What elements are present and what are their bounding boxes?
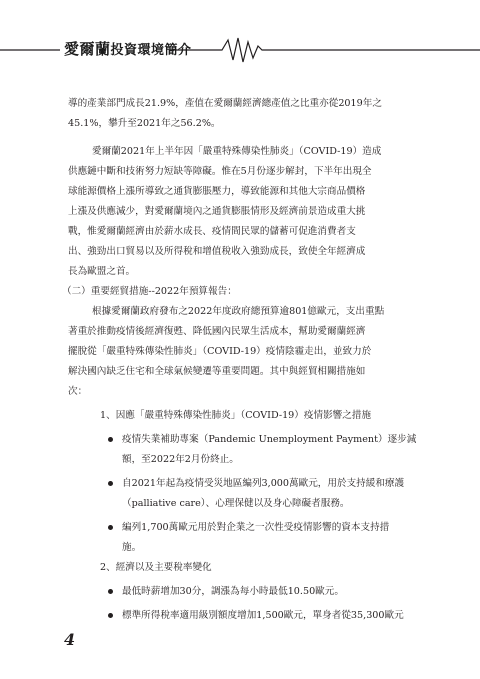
p3-line-2: 擺脫從「嚴重特殊傳染性肺炎」（COVID-19）疫情陰霾走出，並致力於 [68, 346, 372, 357]
bullet-1-1-cont: 額，至2022年2月份終止。 [122, 454, 239, 465]
p2-line-5: 出、強勁出口貿易以及所得稅和增值稅收入強勁成長，致使全年經濟成 [68, 246, 366, 257]
section-title: （二）重要經貿措施--2022年預算報告： [62, 286, 237, 297]
bullet-dot-icon [108, 613, 113, 618]
p2-line-6: 長為歐盟之首。 [68, 266, 136, 277]
header-title-main: 愛爾蘭 [64, 40, 111, 58]
header-title [64, 38, 192, 59]
page-number: 4 [64, 630, 76, 649]
bullet-2-2: 標準所得稅率適用級別額度增加1,500歐元，單身者從35,300歐元 [68, 606, 434, 626]
p2-line-0: 愛爾蘭2021年上半年因「嚴重特殊傳染性肺炎」（COVID-19）造成 [92, 146, 382, 157]
p3-line-4: 次： [68, 386, 88, 397]
bullet-2-1: 最低時薪增加30分，調漲為每小時最低10.50歐元。 [68, 582, 434, 602]
bullet-1-3-cont: 施。 [122, 542, 142, 553]
bullet-dot-icon [108, 481, 113, 486]
p3-line-3: 解決國內缺乏住宅和全球氣候變遷等重要問題。其中與經貿相關措施如 [68, 366, 366, 377]
body-content [62, 94, 434, 626]
header-title-sub: 投資環境簡介 [110, 43, 192, 58]
bullet-dot-icon [108, 589, 113, 594]
bullet-dot-icon [108, 525, 113, 530]
p3-line-1: 著重於推動疫情後經濟復甦、降低國內民眾生活成本，幫助愛爾蘭經濟 [68, 326, 366, 337]
p1-line-1: 45.1%，攀升至2021年之56.2%。 [68, 118, 221, 129]
bullet-dot-icon [108, 437, 113, 442]
bullet-1-2: 自2021年起為疫情受災地區編列3,000萬歐元，用於支持緩和療護 [68, 474, 434, 494]
p2-line-4: 戰，惟愛爾蘭經濟由於薪水成長、疫情間民眾的儲蓄可促進消費者支 [68, 226, 356, 237]
p3-line-0: 根據愛爾蘭政府發布之2022年度政府總預算逾801億歐元，支出重點 [92, 306, 385, 317]
p1-line-0: 導的產業部門成長21.9%，產值在愛爾蘭經濟總產值之比重亦從2019年之 [68, 98, 382, 109]
subsection-1-title: 1、因應「嚴重特殊傳染性肺炎」（COVID-19）疫情影響之措施 [100, 410, 372, 421]
bullet-1-2-cont: （palliative care）、心理保健以及身心障礙者服務。 [122, 498, 350, 509]
p2-line-1: 供應鏈中斷和技術努力短缺等障礙。惟在5月份逐步解封，下半年出現全 [68, 166, 372, 177]
bullet-1-3: 編列1,700萬歐元用於對企業之一次性受疫情影響的資本支持措 [68, 518, 434, 538]
subsection-2-title: 2、經濟以及主要稅率變化 [100, 562, 212, 573]
bullet-1-1: 疫情失業補助專案（Pandemic Unemployment Payment）逐步減 [68, 430, 434, 450]
p2-line-3: 上漲及供應減少，對愛爾蘭境內之通貨膨脹情形及經濟前景造成重大挑 [68, 206, 366, 217]
page-header [0, 34, 480, 66]
p2-line-2: 球能源價格上漲所導致之通貨膨脹壓力，導致能源和其他大宗商品價格 [68, 186, 366, 197]
